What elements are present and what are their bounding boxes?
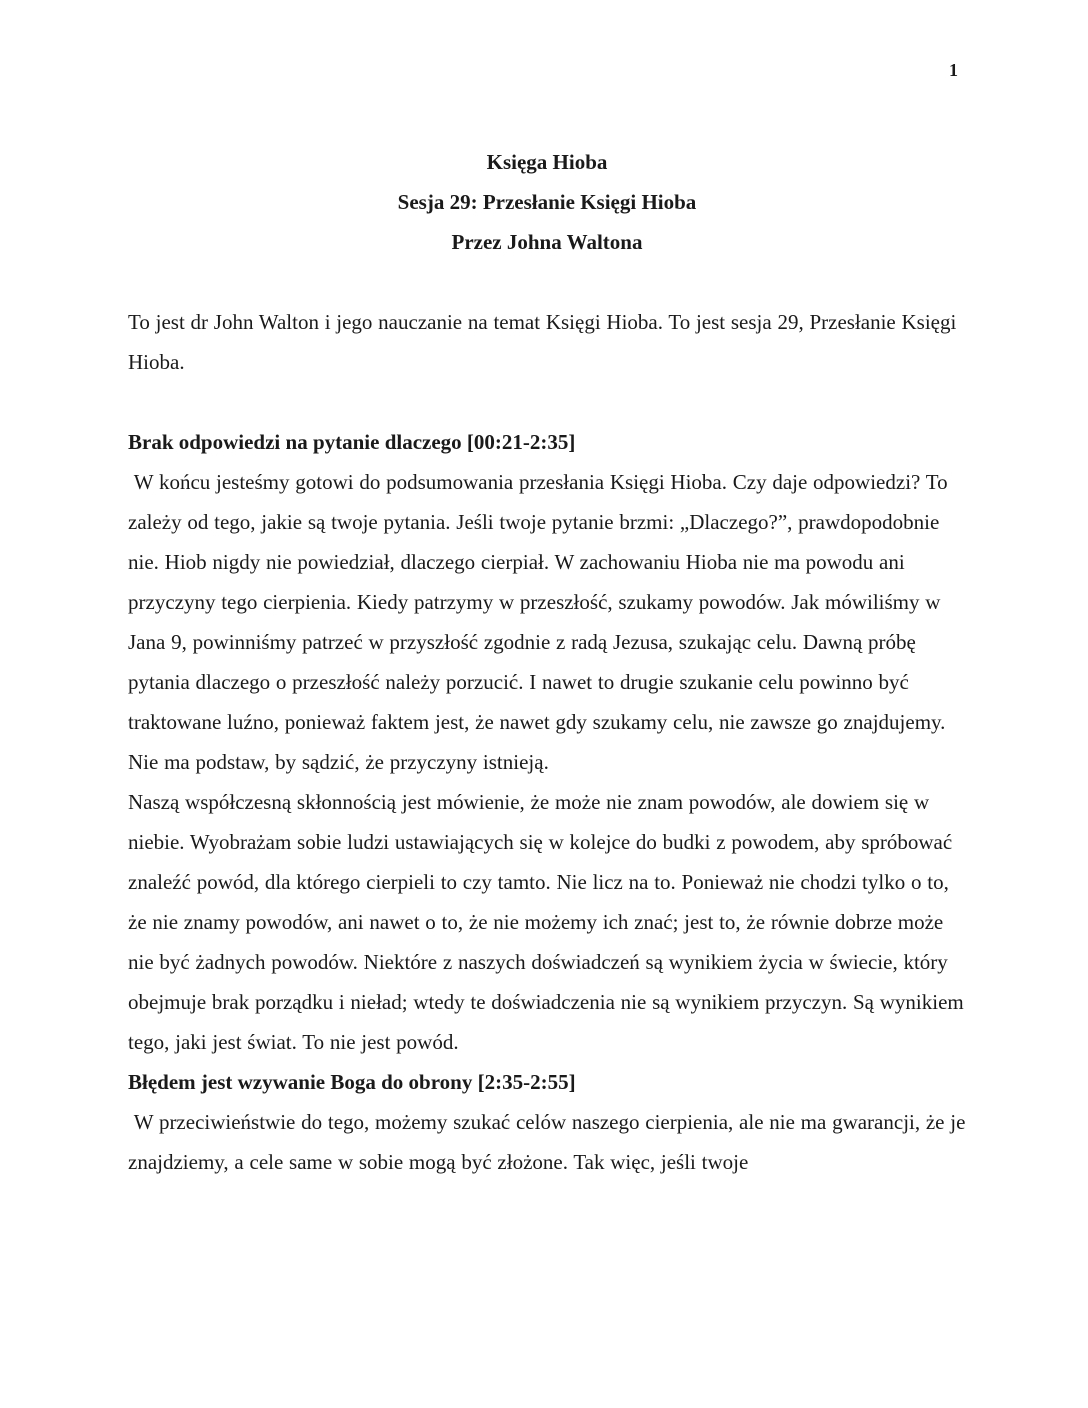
section-2-heading: Błędem jest wzywanie Boga do obrony [2:35-2:55]	[128, 1070, 576, 1094]
page-number: 1	[949, 60, 958, 80]
section-1-paragraph-2: Naszą współczesną skłonnością jest mówienie, że może nie znam powodów, ale dowiem się w niebie. Wyobrażam sobie ludzi ustawiających się w kolejce do budki z powodem, aby spróbować znaleźć powód, dla którego cierpieli to czy tamto. Nie licz na to. Ponieważ nie chodzi tylko o to, że nie znamy powodów, ani nawet o to, że nie możemy ich znać; jest to, że równie dobrze może nie być żadnych powodów. Niektóre z naszych doświadczeń są wynikiem życia w świecie, który obejmuje brak porządku i nieład; wtedy te doświadczenia nie są wynikiem przyczyn. Są wynikiem tego, jaki jest świat. To nie jest powód.	[128, 790, 970, 1054]
title-line-1: Księga Hioba	[486, 150, 608, 174]
document-content	[128, 142, 972, 1182]
section-2-paragraph-1: W przeciwieństwie do tego, możemy szukać celów naszego cierpienia, ale nie ma gwarancji, że je znajdziemy, a cele same w sobie mogą być złożone. Tak więc, jeśli twoje	[128, 1110, 972, 1174]
title-line-2: Sesja 29: Przesłanie Księgi Hioba	[397, 190, 697, 214]
intro-paragraph: To jest dr John Walton i jego nauczanie na temat Księgi Hioba. To jest sesja 29, Przesłanie Księgi Hioba.	[128, 310, 963, 374]
document-title	[128, 142, 966, 262]
section-1-heading: Brak odpowiedzi na pytanie dlaczego [00:21-2:35]	[128, 430, 576, 454]
section-1-paragraph-1: W końcu jesteśmy gotowi do podsumowania przesłania Księgi Hioba. Czy daje odpowiedzi? To zależy od tego, jakie są twoje pytania. Jeśli twoje pytanie brzmi: „Dlaczego?”, prawdopodobnie nie. Hiob nigdy nie powiedział, dlaczego cierpiał. W zachowaniu Hioba nie ma powodu ani przyczyny tego cierpienia. Kiedy patrzymy w przeszłość, szukamy powodów. Jak mówiliśmy w Jana 9, powinniśmy patrzeć w przyszłość zgodnie z radą Jezusa, szukając celu. Dawną próbę pytania dlaczego o przeszłość należy porzucić. I nawet to drugie szukanie celu powinno być traktowane luźno, ponieważ faktem jest, że nawet gdy szukamy celu, nie zawsze go znajdujemy. Nie ma podstaw, by sądzić, że przyczyny istnieją.	[128, 470, 954, 774]
title-line-3: Przez Johna Waltona	[451, 230, 643, 254]
